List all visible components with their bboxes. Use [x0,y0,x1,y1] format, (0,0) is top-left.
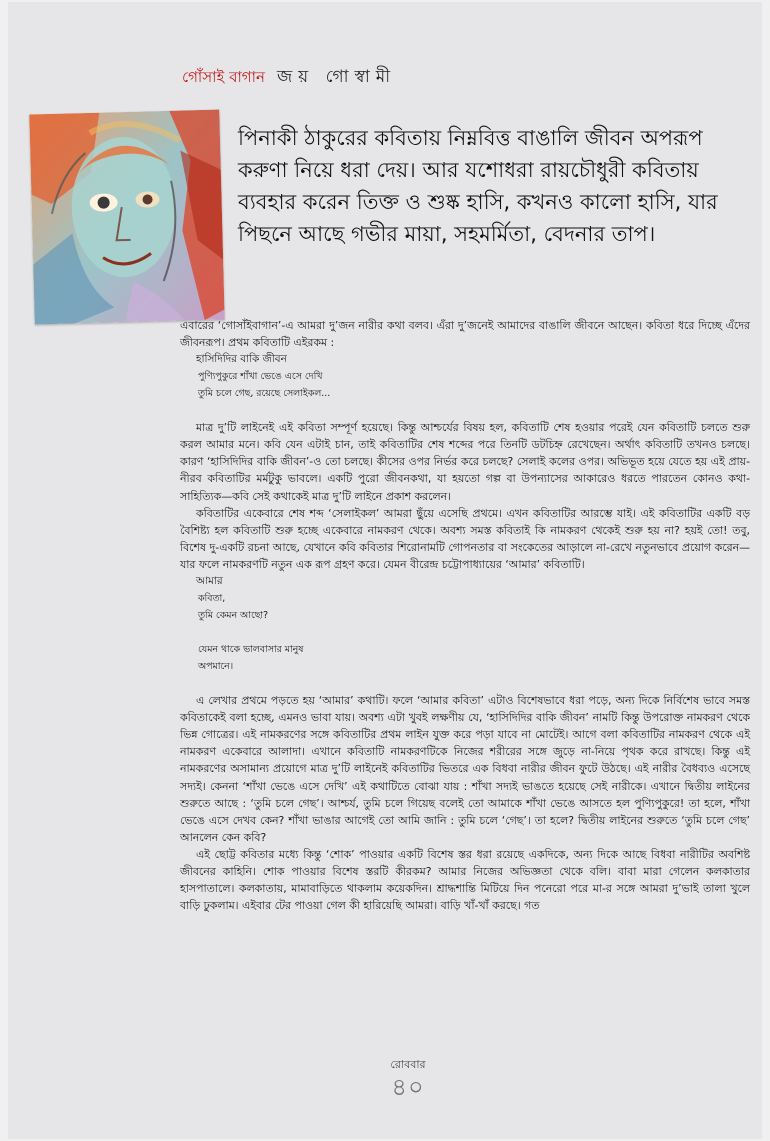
poem-excerpt-2 [180,573,750,675]
column-header [182,64,396,92]
paragraph-2: মাত্র দু’টি লাইনেই এই কবিতা সম্পূর্ণ হয়েছে। কিন্তু আশ্চর্যের বিষয় হল, কবিতাটি শেষ হওয়ার পরেই যেন কবিতাটি চলতে শুরু করল আমার মনে। কবি যেন এটাই চান, তাই কবিতাটির শেষ শব্দের পরে তিনটি ডটচিহ্ন রেখেছেন। অর্থাৎ কবিতাটি তখনও চলছে। কারণ ‘হাসিদিদির বাকি জীবন’-ও তো চলছে। কীসের ওপর নির্ভর করে চলছে? সেলাই কলের ওপর। অভিভূত হয়ে যেতে হয় এই প্রায়-নীরব কবিতাটির মর্মটুকু ভাবলে। একটি পুরো জীবনকথা, যা হয়তো গল্প বা উপন্যাসের আকারেও ধরতে পারতেন কোনও কথা-সাহিত্যিক—কবি সেই কথাকেই মাত্র দু’টি লাইনে প্রকাশ করলেন। [180,421,750,503]
article-body [180,317,750,914]
page-footer [378,1056,438,1099]
poem-line: যেমন থাকে ভালবাসার মানুষ [198,644,304,656]
author-name: জয় গোস্বামী [276,67,397,87]
poem-line: হাসিদিদির বাকি জীবন [196,353,287,366]
poem-line: তুমি কেমন আছো? [198,610,269,622]
poem-line: পুণ্যিপুকুরে শাঁখা ভেঙে এসে দেখি [198,371,323,383]
poem-line: তুমি চলে গেছ, রয়েছে সেলাইকল... [198,388,331,400]
paragraph-3: কবিতাটির একেবারে শেষ শব্দ ‘সেলাইকল’ আমরা ছুঁয়ে এসেছি প্রথমে। এখন কবিতাটির আরম্ভে যাই। এই কবিতাটির একটি বড় বৈশিষ্ট্য হল কবিতাটি শুরু হচ্ছে একেবারে নামকরণ থেকে। অবশ্য সমস্ত কবিতাই কি নামকরণ থেকেই শুরু হয় না? হয়ই তো! তবু, বিশেষ দু-একটি রচনা আছে, যেখানে কবি কবিতার শিরোনামটি গোপনতার বা সংকেতের আড়ালে না-রেখে নতুনভাবে প্রয়োগ করেন—যার ফলে নামকরণটি নতুন এক রূপ গ্রহণ করে। যেমন বীরেন্দ্র চট্টোপাধ্যায়ের ‘আমার’ কবিতাটি। [180,506,750,571]
poem-line: কবিতা, [198,593,226,605]
magazine-page [8,2,762,1139]
page-number: ৪০ [391,1073,425,1101]
watercolor-portrait-illustration [29,110,224,325]
poem-excerpt-1 [180,351,750,402]
paragraph-1: এবারের ‘গোসাঁইবাগান’-এ আমরা দু’জন নারীর কথা বলব। এঁরা দু’জনেই আমাদের বাঙালি জীবনে আছেন। কবিতা ধরে দিচ্ছে এঁদের জীবনরূপ। প্রথম কবিতাটি এইরকম : [180,319,750,350]
column-title: গোঁসাই বাগান [182,68,265,86]
paragraph-4: এ লেখার প্রথমে পড়তে হয় ‘আমার’ কথাটি। ফলে ‘আমার কবিতা’ এটাও বিশেষভাবে ধরা পড়ে, অন্য দিকে নির্বিশেষ ভাবে সমস্ত কবিতাকেই বলা হচ্ছে, এমনও ভাবা যায়। অবশ্য এটা খুবই লক্ষণীয় যে, ‘হাসিদিদির বাকি জীবন’ নামটি কিন্তু উপরোক্ত নামকরণ থেকে ভিন্ন গোত্রের। এই নামকরণের সঙ্গে কবিতাটির প্রথম লাইন যুক্ত করে পড়া যাবে না মোটেই। আগে বলা কবিতাটির নামকরণ থেকে এই নামকরণ একেবারে আলাদা। এখানে কবিতাটি নামকরণটিকে নিজের শরীরের সঙ্গে জুড়ে না-নিয়ে পৃথক করে রাখছে। কিন্তু এই নামকরণের অসামান্য প্রয়োগে মাত্র দু’টি লাইনেই কবিতাটির ভিতরে এক বিধবা নারীর জীবন ফুটে উঠছে। এই নারীর বৈধব্যও এসেছে সদ্যই। কেননা ‘শাঁখা ভেঙে এসে দেখি’ এই কথাটিতে বোঝা যায় : শাঁখা সদ্যই ভাঙতে হয়েছে সেই নারীকে। এখানে দ্বিতীয় লাইনের শুরুতে আছে : ‘তুমি চলে গেছ’। আশ্চর্য, তুমি চলে গিয়েছ বলেই তো আমাকে শাঁখা ভেঙে আসতে হল পুণ্যিপুকুরে! তা হলে, শাঁখা ভেঙে এসে দেখব কেন? শাঁখা ভাঙার আগেই তো আমি জানি : তুমি চলে ‘গেছ’। তা হলে? দ্বিতীয় লাইনের শুরুতে ‘তুমি চলে গেছ’ আনলেন কেন কবি? [180,694,750,844]
poem-line: অপমানে। [198,661,234,673]
poem-line: আমার [196,575,223,588]
paragraph-5: এই ছোট্ট কবিতার মধ্যে কিন্তু ‘শোক’ পাওয়ার একটি বিশেষ স্তর ধরা রয়েছে একদিকে, অন্য দিকে আছে বিধবা নারীটির অবশিষ্ট জীবনের কাহিনি। শোক পাওয়ার বিশেষ স্তরটি কীরকম? আমার নিজের অভিজ্ঞতা থেকে বলি। বাবা মারা গেলেন কলকাতার হাসপাতালে। কলকাতায়, মামাবাড়িতে থাকলাম কয়েকদিন। শ্রাদ্ধশান্তি মিটিয়ে দিন পনেরো পরে মা-র সঙ্গে আমরা দু’ভাই তালা খুলে বাড়ি ঢুকলাম। এইবার টের পাওয়া গেল কী হারিয়েছি আমরা। বাড়ি খাঁ-খাঁ করছে। গত [180,847,750,913]
intro-blurb: পিনাকী ঠাকুরের কবিতায় নিম্নবিত্ত বাঙালি জীবন অপরূপ করুণা নিয়ে ধরা দেয়। আর যশোধরা রায়চৌধুরী কবিতায় ব্যবহার করেন তিক্ত ও শুষ্ক হাসি, কখনও কালো হাসি, যার পিছনে আছে গভীর মায়া, সহমর্মিতা, বেদনার তাপ। [238,126,718,246]
magazine-name: রোববার [390,1058,426,1071]
